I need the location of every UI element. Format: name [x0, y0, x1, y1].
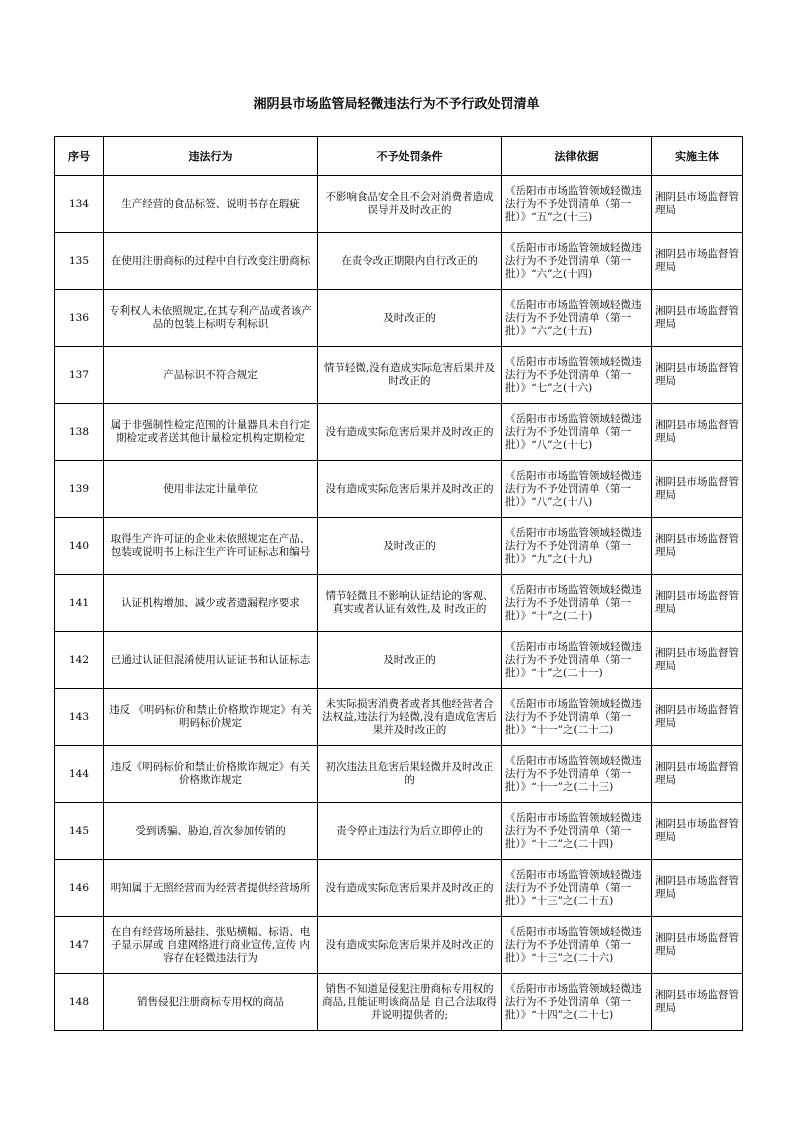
- row-violation: 取得生产许可证的企业未依照规定在产品、包装或说明书上标注生产许可证标志和编号: [104, 518, 318, 575]
- table-row: [55, 974, 743, 1031]
- table-row: [55, 461, 743, 518]
- row-violation: 生产经营的食品标签、说明书存在瑕疵: [104, 176, 318, 233]
- row-seq: 141: [55, 575, 104, 632]
- row-legal-basis: 《岳阳市市场监管领域轻微违法行为不予处罚清单（第一批）》“八”之(十八): [502, 461, 652, 518]
- row-seq: 147: [55, 917, 104, 974]
- row-seq: 138: [55, 404, 104, 461]
- row-legal-basis: 《岳阳市市场监管领域轻微违法行为不予处罚清单（第一批）》“十四”之(二十七): [502, 974, 652, 1031]
- table-row: [55, 803, 743, 860]
- row-legal-basis: 《岳阳市市场监管领域轻微违法行为不予处罚清单（第一批）》“十一”之(二十三): [502, 746, 652, 803]
- row-violation: 明知属于无照经营而为经营者提供经营场所: [104, 860, 318, 917]
- table-row: [55, 746, 743, 803]
- row-implementing-body: 湘阴县市场监督管理局: [652, 974, 743, 1031]
- row-seq: 144: [55, 746, 104, 803]
- row-implementing-body: 湘阴县市场监督管理局: [652, 803, 743, 860]
- row-violation: 受到诱骗、胁迫,首次参加传销的: [104, 803, 318, 860]
- row-violation: 使用非法定计量单位: [104, 461, 318, 518]
- row-violation: 销售侵犯注册商标专用权的商品: [104, 974, 318, 1031]
- row-condition: 未实际损害消费者或者其他经营者合法权益,违法行为轻微,没有造成危害后果并及时改正的: [318, 689, 502, 746]
- header-violation: 违法行为: [104, 137, 318, 176]
- row-violation: 已通过认证但混淆使用认证证书和认证标志: [104, 632, 318, 689]
- row-condition: 及时改正的: [318, 632, 502, 689]
- row-violation: 属于非强制性检定范围的计量器具未自行定期检定或者送其他计量检定机构定期检定: [104, 404, 318, 461]
- row-legal-basis: 《岳阳市市场监管领域轻微违法行为不予处罚清单（第一批）》“十”之(二十一): [502, 632, 652, 689]
- row-implementing-body: 湘阴县市场监督管理局: [652, 461, 743, 518]
- table-row: [55, 176, 743, 233]
- row-seq: 143: [55, 689, 104, 746]
- table-row: [55, 404, 743, 461]
- row-violation: 在使用注册商标的过程中自行改变注册商标: [104, 233, 318, 290]
- row-implementing-body: 湘阴县市场监督管理局: [652, 290, 743, 347]
- row-seq: 137: [55, 347, 104, 404]
- row-implementing-body: 湘阴县市场监督管理局: [652, 860, 743, 917]
- row-condition: 没有造成实际危害后果并及时改正的: [318, 404, 502, 461]
- row-implementing-body: 湘阴县市场监督管理局: [652, 347, 743, 404]
- table-header-row: [55, 137, 743, 176]
- table-row: [55, 518, 743, 575]
- row-violation: 产品标识不符合规定: [104, 347, 318, 404]
- row-legal-basis: 《岳阳市市场监管领域轻微违法行为不予处罚清单（第一批）》“六”之(十五): [502, 290, 652, 347]
- row-legal-basis: 《岳阳市市场监管领域轻微违法行为不予处罚清单（第一批）》“十三”之(二十六): [502, 917, 652, 974]
- row-seq: 142: [55, 632, 104, 689]
- row-implementing-body: 湘阴县市场监督管理局: [652, 176, 743, 233]
- row-condition: 没有造成实际危害后果并及时改正的: [318, 461, 502, 518]
- table-row: [55, 233, 743, 290]
- row-condition: 初次违法且危害后果轻微并及时改正的: [318, 746, 502, 803]
- row-seq: 148: [55, 974, 104, 1031]
- row-legal-basis: 《岳阳市市场监管领域轻微违法行为不予处罚清单（第一批）》“十一”之(二十二): [502, 689, 652, 746]
- row-seq: 139: [55, 461, 104, 518]
- row-condition: 没有造成实际危害后果并及时改正的: [318, 917, 502, 974]
- row-implementing-body: 湘阴县市场监督管理局: [652, 518, 743, 575]
- table-row: [55, 347, 743, 404]
- row-seq: 140: [55, 518, 104, 575]
- row-seq: 134: [55, 176, 104, 233]
- row-seq: 145: [55, 803, 104, 860]
- row-legal-basis: 《岳阳市市场监管领域轻微违法行为不予处罚清单（第一批）》“五”之(十三): [502, 176, 652, 233]
- row-condition: 不影响食品安全且不会对消费者造成误导并及时改正的: [318, 176, 502, 233]
- row-condition: 销售不知道是侵犯注册商标专用权的商品,且能证明该商品是 自己合法取得并说明提供者的;: [318, 974, 502, 1031]
- row-legal-basis: 《岳阳市市场监管领域轻微违法行为不予处罚清单（第一批）》“六”之(十四): [502, 233, 652, 290]
- row-legal-basis: 《岳阳市市场监管领域轻微违法行为不予处罚清单（第一批）》“十”之(二十): [502, 575, 652, 632]
- document-title: 湘阴县市场监管局轻微违法行为不予行政处罚清单: [253, 97, 540, 112]
- row-legal-basis: 《岳阳市市场监管领域轻微违法行为不予处罚清单（第一批）》“七”之(十六): [502, 347, 652, 404]
- row-implementing-body: 湘阴县市场监督管理局: [652, 233, 743, 290]
- row-implementing-body: 湘阴县市场监督管理局: [652, 917, 743, 974]
- header-condition: 不予处罚条件: [318, 137, 502, 176]
- row-condition: 在责令改正期限内自行改正的: [318, 233, 502, 290]
- row-seq: 146: [55, 860, 104, 917]
- penalty-exemption-table: [54, 136, 743, 1031]
- row-condition: 情节轻微且不影响认证结论的客观、真实或者认证有效性,及 时改正的: [318, 575, 502, 632]
- row-seq: 135: [55, 233, 104, 290]
- header-seq: 序号: [55, 137, 104, 176]
- header-legal-basis: 法律依据: [502, 137, 652, 176]
- row-violation: 专利权人未依照规定,在其专利产品或者该产品的包装上标明专利标识: [104, 290, 318, 347]
- row-violation: 违反《明码标价和禁止价格欺诈规定》有关价格欺诈规定: [104, 746, 318, 803]
- row-violation: 违反 《明码标价和禁止价格欺诈规定》有关明码标价规定: [104, 689, 318, 746]
- row-implementing-body: 湘阴县市场监督管理局: [652, 746, 743, 803]
- row-condition: 情节轻微,没有造成实际危害后果并及时改正的: [318, 347, 502, 404]
- row-implementing-body: 湘阴县市场监督管理局: [652, 689, 743, 746]
- row-condition: 及时改正的: [318, 518, 502, 575]
- row-legal-basis: 《岳阳市市场监管领域轻微违法行为不予处罚清单（第一批）》“九”之(十九): [502, 518, 652, 575]
- table-row: [55, 575, 743, 632]
- row-implementing-body: 湘阴县市场监督管理局: [652, 632, 743, 689]
- table-row: [55, 689, 743, 746]
- header-implementing-body: 实施主体: [652, 137, 743, 176]
- row-violation: 认证机构增加、减少或者遗漏程序要求: [104, 575, 318, 632]
- row-legal-basis: 《岳阳市市场监管领域轻微违法行为不予处罚清单（第一批）》“八”之(十七): [502, 404, 652, 461]
- table-row: [55, 632, 743, 689]
- row-violation: 在自有经营场所悬挂、张贴横幅、标语、电子显示屏或 自建网络进行商业宣传,宣传 内容存在轻微违法行为: [104, 917, 318, 974]
- row-condition: 没有造成实际危害后果并及时改正的: [318, 860, 502, 917]
- row-seq: 136: [55, 290, 104, 347]
- row-implementing-body: 湘阴县市场监督管理局: [652, 575, 743, 632]
- row-legal-basis: 《岳阳市市场监管领域轻微违法行为不予处罚清单（第一批）》“十二”之(二十四): [502, 803, 652, 860]
- table-row: [55, 917, 743, 974]
- row-condition: 及时改正的: [318, 290, 502, 347]
- table-row: [55, 290, 743, 347]
- row-condition: 责令停止违法行为后立即停止的: [318, 803, 502, 860]
- row-legal-basis: 《岳阳市市场监管领域轻微违法行为不予处罚清单（第一批）》“十三”之(二十五): [502, 860, 652, 917]
- table-row: [55, 860, 743, 917]
- row-implementing-body: 湘阴县市场监督管理局: [652, 404, 743, 461]
